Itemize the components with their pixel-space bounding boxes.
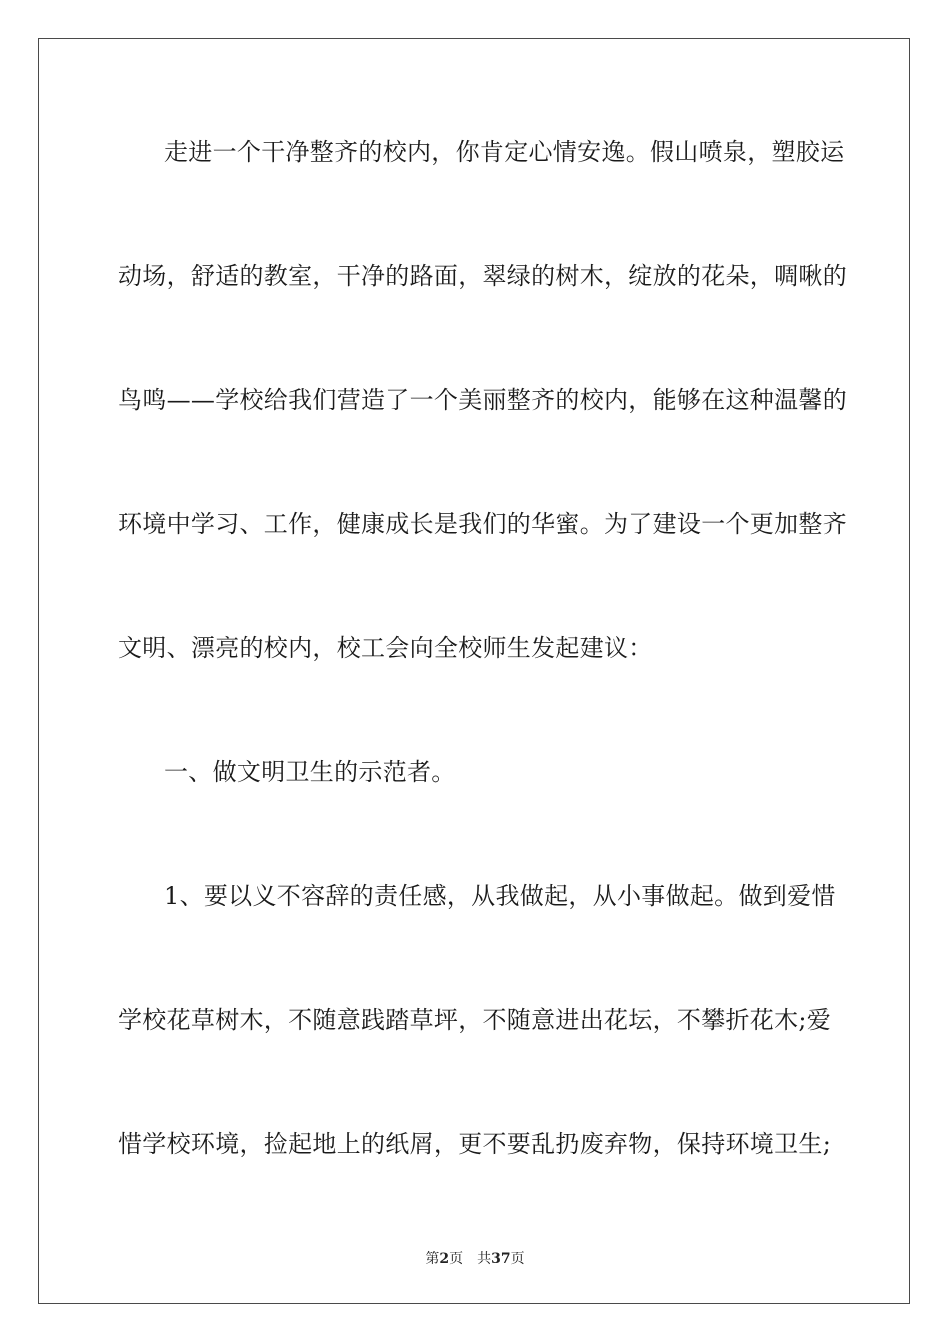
section-heading: 一、做文明卫生的示范者。 [164, 758, 456, 786]
paragraph-line: 环境中学习、工作，健康成长是我们的华蜜。为了建设一个更加整齐 [118, 510, 847, 538]
paragraph-line: 1、要以义不容辞的责任感，从我做起，从小事做起。做到爱惜 [164, 882, 836, 910]
paragraph-line: 学校花草树木，不随意践踏草坪，不随意进出花坛，不攀折花木;爱 [118, 1006, 832, 1034]
page-label-prefix: 第 [425, 1251, 440, 1267]
total-label-suffix: 页 [510, 1251, 525, 1267]
total-pages: 37 [491, 1251, 511, 1267]
page-number: 2 [439, 1251, 450, 1267]
page-label-suffix: 页 [449, 1251, 464, 1267]
total-label-prefix: 共 [477, 1251, 492, 1267]
page-footer [0, 1248, 950, 1268]
paragraph-line: 文明、漂亮的校内，校工会向全校师生发起建议： [118, 634, 653, 662]
paragraph-line: 动场，舒适的教室，干净的路面，翠绿的树木，绽放的花朵，啁啾的 [118, 262, 847, 290]
page-border [38, 38, 910, 1304]
paragraph-line: 鸟鸣——学校给我们营造了一个美丽整齐的校内，能够在这种温馨的 [118, 386, 847, 414]
paragraph-line: 走进一个干净整齐的校内，你肯定心情安逸。假山喷泉，塑胶运 [164, 138, 845, 166]
paragraph-line: 惜学校环境，捡起地上的纸屑，更不要乱扔废弃物，保持环境卫生; [118, 1130, 832, 1158]
